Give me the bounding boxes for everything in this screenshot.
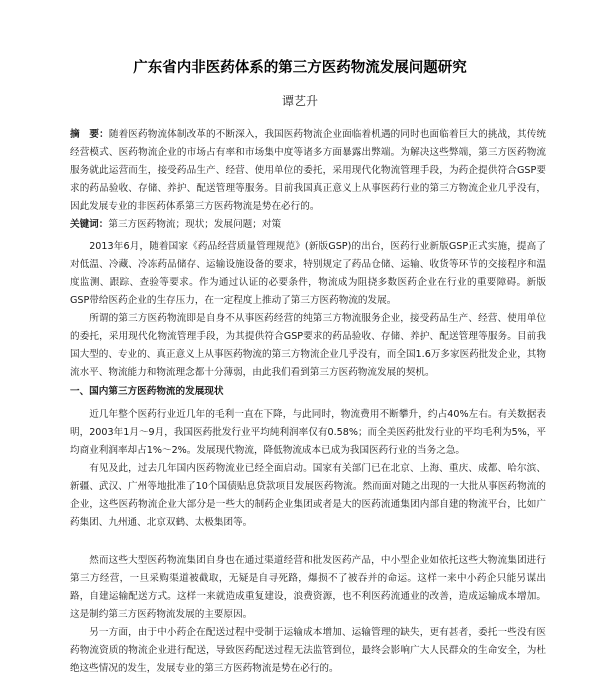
paper-author: 谭艺升 [281, 94, 318, 108]
keywords-text: 第三方医药物流；现状；发展问题；对策 [108, 219, 282, 230]
abstract-label: 摘 要： [70, 129, 109, 140]
paragraph-3: 近几年整个医药行业近几年的毛利一直在下降，与此同时，物流费用不断攀升，约占40%左右。有关数据表明，2003年1月～9月，我国医药批发行业平均純利润率仅有0.58%；而全美医药批发行业的平均毛利为5%，平均商业利润率却占1%～2%。发展现代物流，降低物流成本已成为我国医药行业的当务之急。 [70, 409, 546, 456]
paragraph-4: 有见及此，过去几年国内医药物流业已经全面启动。国家有关部门已在北京、上海、重庆、成都、哈尔滨、新疆、武汉、广州等地批准了10个国债贴息贷款项目发展医药物流。然而面对随之出现的一大批从事医药物流的企业，这些医药物流企业大部分是一些大的制药企业集团或者是大的医药流通集团内部自建的物流平台，比如广药集团、九州通、北京双鹤、太极集团等。 [70, 463, 546, 528]
paper-title: 广东省内非医药体系的第三方医药物流发展问题研究 [133, 60, 467, 76]
paragraph-5: 然而这些大型医药物流集团自身也在通过渠道经营和批发医药产品，中小型企业如依托这些大物流集团进行第三方经营，一旦采购渠道被截取，无疑是自寻死路，爆损不了被吞并的命运。这样一来中小药企只能另谋出路，自建运输配送方式。这样一来就造成重复建设，浪费资源，也不利医药流通业的改善，造成运输成本增加。这是制约第三方医药物流发展的主要原因。 [70, 555, 546, 620]
section-heading-1: 一、国内第三方医药物流的发展现状 [70, 386, 224, 397]
keywords-label: 关键词： [70, 219, 109, 230]
paragraph-2: 所谓的第三方医药物流即是自身不从事医药经营的纯第三方物流服务企业，接受药品生产、经营、使用单位的委托，采用现代化物流管理手段，为其提供符合GSP要求的药品验收、存储、养护、配送管理等服务。目前我国大型的、专业的、真正意义上从事医药物流的第三方物流企业几乎没有，而全国1.6万多家医药批发企业，其物流水平、物流能力和物流理念都十分薄弱，由此我们看到第三方医药物流发展的契机。 [70, 313, 546, 378]
abstract [70, 126, 546, 216]
paragraph-1: 2013年6月，随着国家《药品经营质量管理规范》(新版GSP)的出台，医药行业新版GSP正式实施，提高了对低温、冷藏、冷冻药品储存、运输设施设备的要求，特别规定了药品仓储、运输、收货等环节的交接程序和温度监测、跟踪、查验等要求。作为通过认证的必要条件，物流成为阻挠多数医药企业在行业的重要障碍。新版GSP带给医药企业的生存压力，在一定程度上推动了第三方医药物流的发展。 [70, 241, 546, 306]
abstract-text: 随着医药物流体制改革的不断深入，我国医药物流企业面临着机遇的同时也面临着巨大的挑战，其传统经营模式、医药物流企业的市场占有率和市场集中度等诸多方面暴露出弊端。为解决这些弊端，第三方医药物流服务就此运营而生，接受药品生产、经营、使用单位的委托，采用现代化物流管理手段，为药企提供符合GSP要求的药品验收、存储、养护、配送管理等服务。目前我国真正意义上从事医药行业的第三方物流企业几乎没有，因此发展专业的非医药体系第三方医药物流是势在必行的。 [70, 129, 547, 212]
keywords [70, 216, 546, 234]
paragraph-6: 另一方面，由于中小药企在配送过程中受制于运输成本增加、运输管理的缺失，更有甚者，委托一些没有医药物流资质的物流企业进行配送，导致医药配送过程无法监管到位，最终会影响广大人民群众的生命安全，为杜绝这些情况的发生，发展专业的第三方医药物流是势在必行的。 [70, 627, 546, 674]
